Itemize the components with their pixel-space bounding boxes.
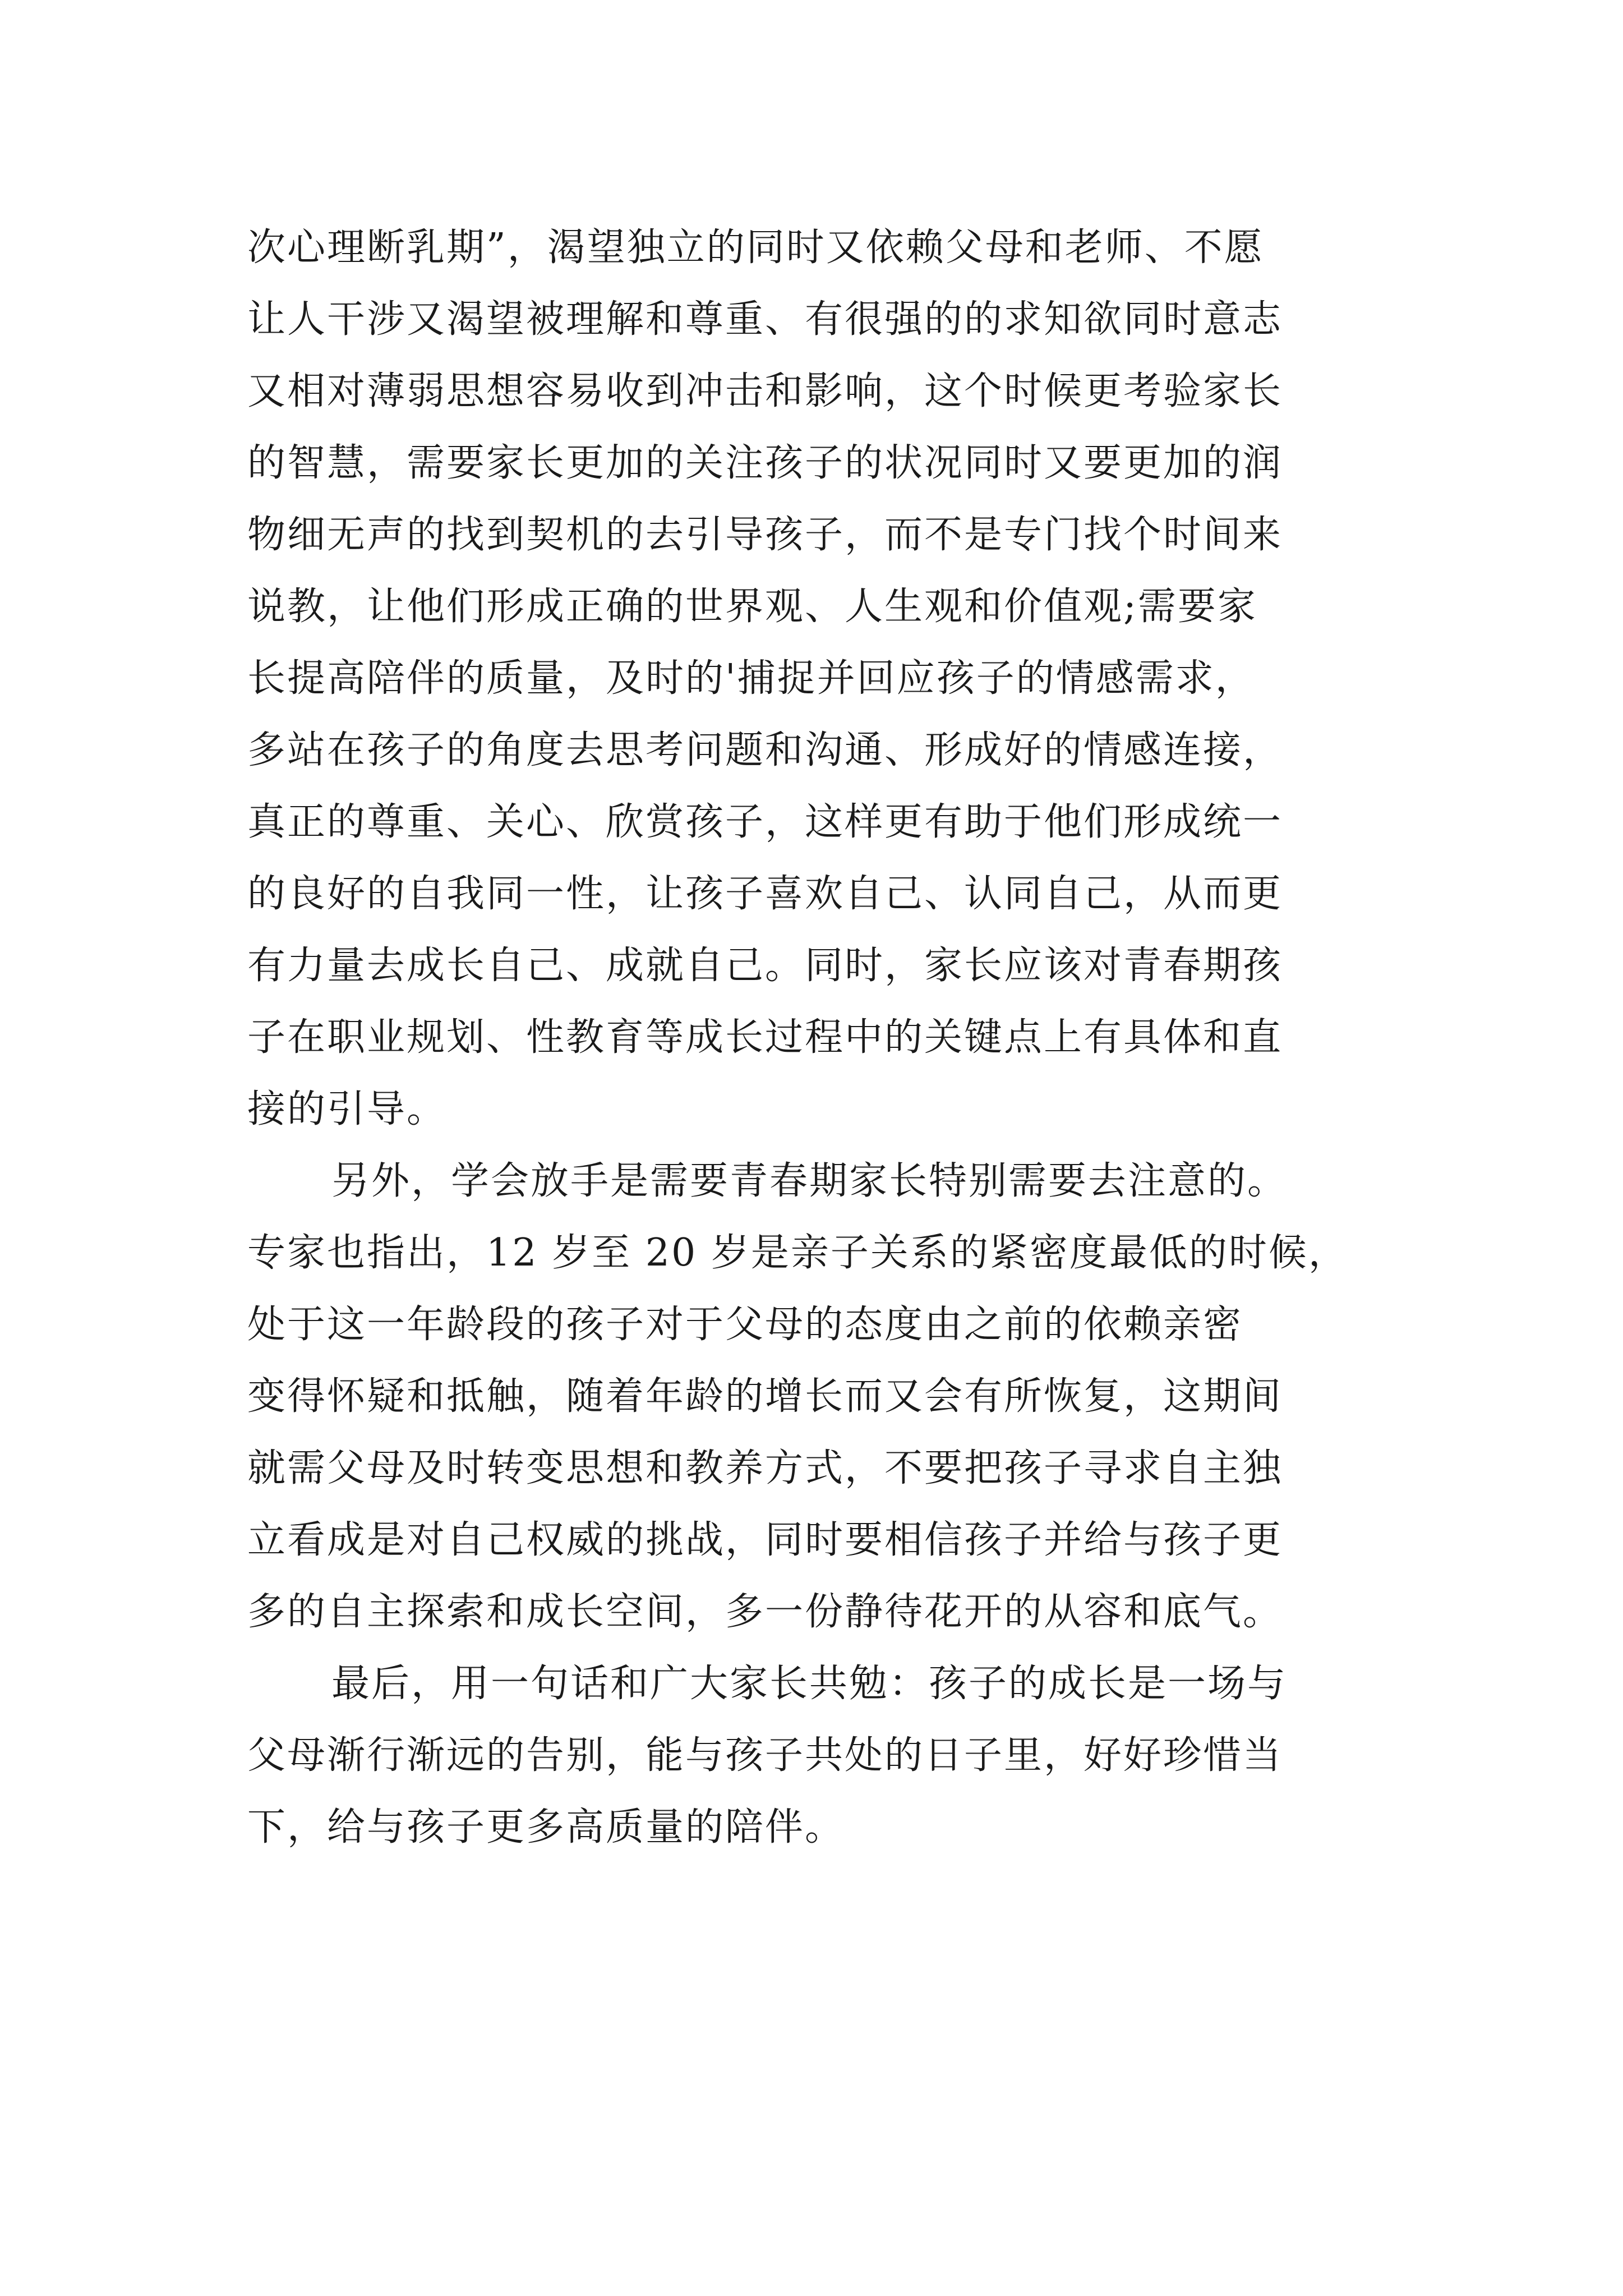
text-line: 长提高陪伴的质量，及时的'捕捉并回应孩子的情感需求， [247,656,1255,701]
text-line: 就需父母及时转变思想和教养方式，不要把孩子寻求自主独 [247,1446,1283,1490]
paragraph-1 [247,212,1378,1145]
text-line: 接的引导。 [247,1087,447,1131]
body-text [247,212,1378,1864]
text-line: 多的自主探索和成长空间，多一份静待花开的从容和底气。 [247,1590,1283,1634]
text-line: 的良好的自我同一性，让孩子喜欢自己、认同自己，从而更 [247,872,1283,916]
text-line: 真正的尊重、关心、欣赏孩子，这样更有助于他们形成统一 [247,800,1283,844]
text-line: 下，给与孩子更多高质量的陪伴。 [247,1805,845,1849]
text-line: 专家也指出，12 岁至 20 岁是亲子关系的紧密度最低的时候， [247,1231,1348,1275]
text-line: 处于这一年龄段的孩子对于父母的态度由之前的依赖亲密 [247,1303,1243,1347]
text-line: 父母渐行渐远的告别，能与孩子共处的日子里，好好珍惜当 [247,1733,1283,1778]
paragraph-2 [247,1145,1378,1648]
text-line: 次心理断乳期”，渴望独立的同时又依赖父母和老师、不愿 [247,226,1264,270]
text-line: 立看成是对自己权威的挑战，同时要相信孩子并给与孩子更 [247,1518,1283,1562]
text-line: 最后，用一句话和广大家长共勉：孩子的成长是一场与 [331,1662,1288,1706]
text-line: 变得怀疑和抵触，随着年龄的增长而又会有所恢复，这期间 [247,1374,1283,1419]
text-line: 又相对薄弱思想容易收到冲击和影响，这个时候更考验家长 [247,369,1283,413]
text-line: 子在职业规划、性教育等成长过程中的关键点上有具体和直 [247,1015,1283,1060]
text-line: 说教，让他们形成正确的世界观、人生观和价值观;需要家 [247,585,1257,629]
paragraph-3 [247,1648,1378,1864]
text-line: 有力量去成长自己、成就自己。同时，家长应该对青春期孩 [247,944,1283,988]
text-line: 多站在孩子的角度去思考问题和沟通、形成好的情感连接， [247,728,1283,772]
text-line: 让人干涉又渴望被理解和尊重、有很强的的求知欲同时意志 [247,297,1283,342]
text-line: 的智慧，需要家长更加的关注孩子的状况同时又要更加的润 [247,441,1283,485]
text-line: 物细无声的找到契机的去引导孩子，而不是专门找个时间来 [247,513,1283,557]
text-line: 另外，学会放手是需要青春期家长特别需要去注意的。 [331,1159,1288,1203]
